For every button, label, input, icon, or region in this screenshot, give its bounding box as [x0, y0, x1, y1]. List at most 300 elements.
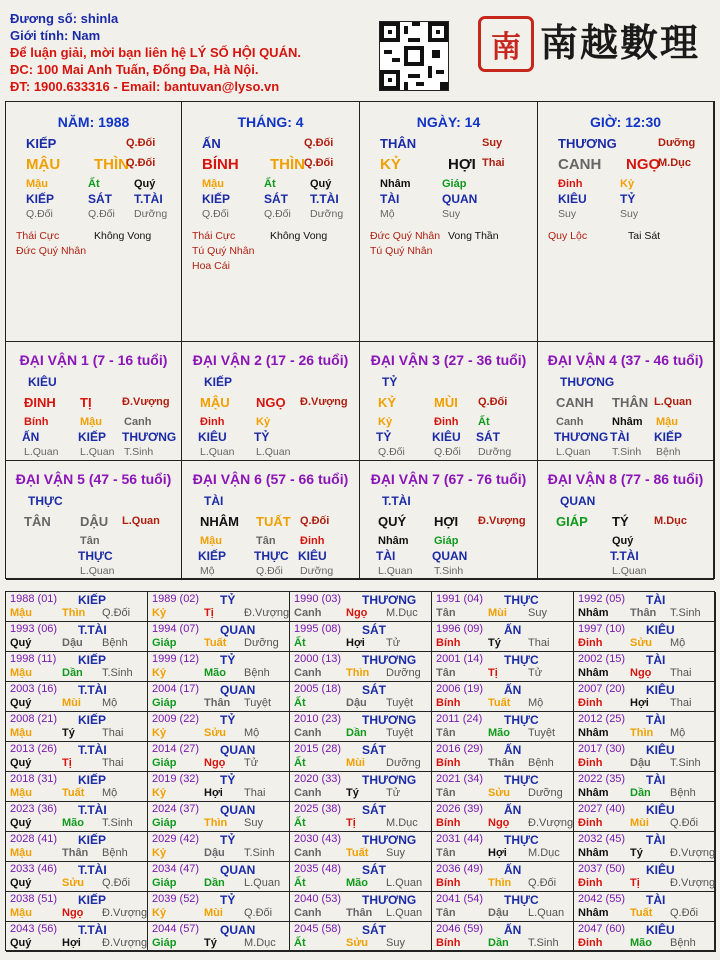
- year-phase: M.Dục: [386, 817, 418, 829]
- hidden-stem: Nhâm: [378, 535, 409, 547]
- year-label: 2033 (46): [10, 863, 58, 875]
- year-phase: T.Sinh: [102, 817, 133, 829]
- dai-van-cell[interactable]: [360, 342, 538, 461]
- hidden-phase: Q.Đối: [202, 208, 229, 220]
- hidden-stem: Đinh: [434, 416, 459, 428]
- hidden-star: SÁT: [264, 192, 288, 206]
- year-star: ẤN: [504, 743, 522, 757]
- year-star: QUAN: [220, 863, 256, 877]
- year-phase: Đ.Vượng: [528, 817, 574, 829]
- year-stem: Ất: [294, 637, 306, 649]
- year-phase: T.Sinh: [244, 847, 275, 859]
- hidden-star: QUAN: [442, 192, 478, 206]
- year-cell[interactable]: [574, 652, 716, 682]
- year-label: 2036 (49): [436, 863, 484, 875]
- year-cell[interactable]: [432, 832, 574, 862]
- hidden-phase: Dưỡng: [310, 208, 344, 220]
- year-phase: Đ.Vượng: [102, 937, 148, 949]
- year-cell[interactable]: [290, 892, 432, 922]
- branch-phase: Q.Đối: [304, 157, 334, 169]
- dai-van-title: ĐẠI VẬN 2 (17 - 26 tuổi): [192, 352, 349, 368]
- year-stem: Nhâm: [578, 907, 609, 919]
- year-star: KIÊU: [646, 683, 675, 697]
- year-cell[interactable]: [432, 592, 574, 622]
- year-branch: Hợi: [204, 787, 223, 799]
- pillar-star-phase: Q.Đối: [126, 137, 156, 149]
- dai-van-cell[interactable]: [182, 342, 360, 461]
- year-phase: Tử: [386, 787, 401, 799]
- year-phase: Bệnh: [102, 847, 128, 859]
- year-branch: Thân: [630, 607, 657, 619]
- year-cell[interactable]: [148, 712, 290, 742]
- year-stem: Tân: [436, 787, 456, 799]
- year-cell[interactable]: [290, 652, 432, 682]
- year-label: 2035 (48): [294, 863, 342, 875]
- branch-phase: M.Dục: [658, 157, 691, 169]
- dai-van-stem: GIÁP: [556, 514, 588, 529]
- year-branch: Mão: [488, 727, 510, 739]
- year-star: SÁT: [362, 803, 386, 817]
- year-phase: Thai: [102, 757, 124, 769]
- year-branch: Tuất: [488, 697, 511, 709]
- year-branch: Dần: [62, 667, 83, 679]
- hidden-phase: L.Quan: [612, 565, 647, 577]
- year-branch: Tị: [62, 757, 72, 769]
- gender: Giới tính: Nam: [10, 28, 101, 43]
- dai-van-star: KIẾP: [204, 375, 233, 389]
- year-stem: Quý: [10, 817, 32, 829]
- year-phase: Q.Đối: [528, 877, 557, 889]
- year-label: 2018 (31): [10, 773, 58, 785]
- year-phase: Bệnh: [670, 937, 696, 949]
- dai-van-cell[interactable]: [360, 461, 538, 580]
- year-label: 2014 (27): [152, 743, 200, 755]
- year-cell[interactable]: [574, 922, 716, 952]
- year-branch: Thìn: [630, 727, 654, 739]
- dai-van-title: ĐẠI VẬN 6 (57 - 66 tuổi): [192, 471, 349, 487]
- year-phase: Mộ: [670, 637, 686, 649]
- year-label: 2004 (17): [152, 683, 200, 695]
- year-cell[interactable]: [432, 712, 574, 742]
- year-cell[interactable]: [6, 652, 148, 682]
- year-star: QUAN: [220, 743, 256, 757]
- hidden-phase: Suy: [558, 208, 577, 220]
- year-branch: Sửu: [346, 937, 369, 949]
- dai-van-cell[interactable]: [6, 342, 182, 461]
- year-label: 2012 (25): [578, 713, 626, 725]
- year-label: 1991 (04): [436, 593, 484, 605]
- hidden-star: THỰC: [254, 549, 289, 563]
- pillar-cell: [360, 102, 538, 342]
- year-branch: Dậu: [346, 697, 367, 709]
- hidden-stem: Đinh: [558, 178, 583, 190]
- hidden-star: TỶ: [376, 430, 392, 444]
- year-phase: M.Dục: [386, 607, 418, 619]
- dai-van-cell[interactable]: [6, 461, 182, 580]
- year-label: 2032 (45): [578, 833, 626, 845]
- dai-van-branch: TỊ: [80, 395, 92, 410]
- hidden-star: T.TÀI: [610, 549, 639, 563]
- year-cell[interactable]: [148, 742, 290, 772]
- year-stem: Đinh: [578, 757, 603, 769]
- year-cell[interactable]: [432, 622, 574, 652]
- year-branch: Tý: [204, 937, 217, 949]
- year-cell[interactable]: [432, 682, 574, 712]
- hidden-star: T.TÀI: [310, 192, 339, 206]
- pillar-star: THÂN: [380, 136, 417, 151]
- year-label: 2031 (44): [436, 833, 484, 845]
- year-stem: Canh: [294, 787, 322, 799]
- year-stem: Giáp: [152, 637, 177, 649]
- year-stem: Mậu: [10, 727, 32, 739]
- hidden-star: TÀI: [610, 430, 630, 444]
- year-phase: Tuyệt: [386, 727, 414, 739]
- year-label: 2009 (22): [152, 713, 200, 725]
- phone-email[interactable]: ĐT: 1900.633316 - Email: bantuvan@lyso.vn: [10, 79, 280, 94]
- year-stem: Ất: [294, 877, 306, 889]
- year-cell[interactable]: [574, 712, 716, 742]
- year-cell[interactable]: [6, 772, 148, 802]
- hidden-stem: Mậu: [656, 416, 678, 428]
- year-phase: Suy: [386, 847, 405, 859]
- hidden-phase: Q.Đối: [434, 446, 461, 458]
- year-cell[interactable]: [432, 802, 574, 832]
- dai-van-star: THƯƠNG: [560, 375, 615, 389]
- year-branch: Mùi: [346, 757, 365, 769]
- year-branch: Ngọ: [346, 607, 368, 619]
- year-branch: Tý: [62, 727, 75, 739]
- year-label: 2041 (54): [436, 893, 484, 905]
- year-star: TỶ: [220, 773, 236, 787]
- hidden-phase: T.Sinh: [124, 446, 154, 458]
- hidden-phase: Dưỡng: [134, 208, 168, 220]
- year-phase: Thai: [244, 787, 266, 799]
- year-cell[interactable]: [290, 832, 432, 862]
- header-info: [10, 10, 301, 95]
- year-stem: Canh: [294, 667, 322, 679]
- dai-van-cell[interactable]: [538, 342, 714, 461]
- year-cell[interactable]: [432, 862, 574, 892]
- year-cell[interactable]: [290, 922, 432, 952]
- year-label: 2016 (29): [436, 743, 484, 755]
- year-stem: Giáp: [152, 697, 177, 709]
- year-cell[interactable]: [6, 712, 148, 742]
- year-label: 1993 (06): [10, 623, 58, 635]
- year-cell[interactable]: [432, 892, 574, 922]
- year-branch: Mão: [204, 667, 226, 679]
- year-phase: Đ.Vượng: [102, 907, 148, 919]
- year-label: 2020 (33): [294, 773, 342, 785]
- year-cell[interactable]: [574, 802, 716, 832]
- hidden-stem: Mậu: [26, 178, 48, 190]
- year-cell[interactable]: [148, 862, 290, 892]
- year-phase: Suy: [528, 607, 547, 619]
- year-label: 2039 (52): [152, 893, 200, 905]
- year-phase: Mộ: [102, 787, 118, 799]
- year-cell[interactable]: [6, 832, 148, 862]
- year-cell[interactable]: [574, 682, 716, 712]
- year-label: 2017 (30): [578, 743, 626, 755]
- year-cell[interactable]: [148, 892, 290, 922]
- year-label: 2034 (47): [152, 863, 200, 875]
- dai-van-cell[interactable]: [182, 461, 360, 580]
- year-label: 2022 (35): [578, 773, 626, 785]
- year-cell[interactable]: [574, 892, 716, 922]
- year-branch: Thìn: [346, 667, 370, 679]
- year-label: 2021 (34): [436, 773, 484, 785]
- year-star: KIÊU: [646, 623, 675, 637]
- year-cell[interactable]: [6, 862, 148, 892]
- year-branch: Thìn: [204, 817, 228, 829]
- year-cell[interactable]: [290, 772, 432, 802]
- year-stem: Bính: [436, 697, 461, 709]
- year-cell[interactable]: [148, 772, 290, 802]
- hidden-stem: Canh: [124, 416, 152, 428]
- hidden-star: TỶ: [254, 430, 270, 444]
- dai-van-star: KIÊU: [28, 375, 57, 389]
- year-stem: Bính: [436, 937, 461, 949]
- year-stem: Mậu: [10, 667, 32, 679]
- year-branch: Tị: [346, 817, 356, 829]
- year-label: 2030 (43): [294, 833, 342, 845]
- year-label: 2008 (21): [10, 713, 58, 725]
- year-star: KIẾP: [78, 713, 107, 727]
- year-cell[interactable]: [6, 802, 148, 832]
- year-branch: Tý: [346, 787, 359, 799]
- year-branch: Thân: [346, 907, 373, 919]
- special-star: Thái Cực: [16, 230, 60, 242]
- year-label: 2045 (58): [294, 923, 342, 935]
- year-star: TỶ: [220, 593, 236, 607]
- year-stem: Ất: [294, 697, 306, 709]
- pillar-star-phase: Dưỡng: [658, 137, 696, 149]
- year-star: TÀI: [646, 593, 666, 607]
- hidden-stem: Ất: [478, 416, 490, 428]
- year-label: 2037 (50): [578, 863, 626, 875]
- year-cell[interactable]: [432, 772, 574, 802]
- year-cell[interactable]: [148, 832, 290, 862]
- year-stem: Mậu: [10, 787, 32, 799]
- hidden-phase: L.Quan: [24, 446, 59, 458]
- year-star: SÁT: [362, 863, 386, 877]
- hidden-star: KIÊU: [432, 430, 461, 444]
- year-star: TÀI: [646, 713, 666, 727]
- year-stem: Ất: [294, 757, 306, 769]
- year-cell[interactable]: [290, 622, 432, 652]
- year-cell[interactable]: [432, 652, 574, 682]
- year-star: KIÊU: [646, 743, 675, 757]
- year-star: QUAN: [220, 683, 256, 697]
- year-stem: Tân: [436, 907, 456, 919]
- qr-code[interactable]: [379, 21, 449, 91]
- year-cell[interactable]: [148, 922, 290, 952]
- year-cell[interactable]: [148, 592, 290, 622]
- year-phase: Suy: [386, 937, 405, 949]
- hidden-stem: Quý: [134, 178, 156, 190]
- red-seal-logo: 南: [478, 16, 534, 72]
- hidden-stem: Ất: [264, 178, 276, 190]
- year-phase: Tử: [528, 667, 543, 679]
- year-cell[interactable]: [6, 592, 148, 622]
- year-cell[interactable]: [290, 682, 432, 712]
- year-star: THỰC: [504, 833, 539, 847]
- dai-van-title: ĐẠI VẬN 8 (77 - 86 tuổi): [547, 471, 704, 487]
- pillar-cell: [6, 102, 182, 342]
- year-stem: Tân: [436, 727, 456, 739]
- year-branch: Hợi: [346, 637, 365, 649]
- year-label: 1997 (10): [578, 623, 626, 635]
- special-star: Đức Quý Nhân: [16, 245, 87, 257]
- earthly-branch: HỢI: [448, 156, 476, 173]
- year-phase: Q.Đối: [670, 907, 699, 919]
- dai-van-cell[interactable]: [538, 461, 714, 580]
- hidden-star: SÁT: [476, 430, 500, 444]
- hidden-star: KIẾP: [654, 430, 683, 444]
- year-cell[interactable]: [574, 772, 716, 802]
- special-star: Không Vong: [94, 230, 152, 242]
- year-star: QUAN: [220, 803, 256, 817]
- year-branch: Ngọ: [62, 907, 84, 919]
- dai-van-phase: Đ.Vượng: [478, 515, 526, 527]
- year-stem: Kỷ: [152, 607, 167, 619]
- year-branch: Thân: [488, 757, 515, 769]
- hidden-phase: Dưỡng: [478, 446, 512, 458]
- year-stem: Giáp: [152, 817, 177, 829]
- year-label: 2046 (59): [436, 923, 484, 935]
- year-branch: Thân: [204, 697, 231, 709]
- hidden-phase: L.Quan: [378, 565, 413, 577]
- dai-van-stem: MẬU: [200, 395, 230, 410]
- year-cell[interactable]: [6, 682, 148, 712]
- year-branch: Tý: [488, 637, 501, 649]
- year-stem: Quý: [10, 937, 32, 949]
- year-cell[interactable]: [148, 652, 290, 682]
- earthly-branch: NGỌ: [626, 156, 661, 173]
- hidden-phase: Q.Đối: [378, 446, 405, 458]
- dai-van-stem: QUÝ: [378, 514, 407, 529]
- year-cell[interactable]: [290, 802, 432, 832]
- year-stem: Quý: [10, 877, 32, 889]
- year-star: KIÊU: [646, 803, 675, 817]
- year-stem: Mậu: [10, 907, 32, 919]
- year-branch: Hợi: [630, 697, 649, 709]
- hidden-phase: Dưỡng: [300, 565, 334, 577]
- year-star: TỶ: [220, 653, 236, 667]
- year-star: TÀI: [646, 653, 666, 667]
- year-branch: Sửu: [488, 787, 511, 799]
- year-stem: Nhâm: [578, 727, 609, 739]
- dai-van-stem: ĐINH: [24, 395, 56, 410]
- year-branch: Dậu: [630, 757, 651, 769]
- address: ĐC: 100 Mai Anh Tuấn, Đống Đa, Hà Nội.: [10, 62, 259, 77]
- year-stem: Đinh: [578, 937, 603, 949]
- year-cell[interactable]: [574, 592, 716, 622]
- year-cell[interactable]: [574, 742, 716, 772]
- hidden-star: TÀI: [380, 192, 400, 206]
- year-label: 2011 (24): [436, 713, 483, 725]
- year-label: 1998 (11): [10, 653, 57, 665]
- year-cell[interactable]: [6, 922, 148, 952]
- dai-van-stem: KỶ: [378, 395, 397, 410]
- pillar-title: GIỜ: 12:30: [589, 114, 662, 130]
- year-cell[interactable]: [148, 622, 290, 652]
- year-cell[interactable]: [290, 742, 432, 772]
- year-cell[interactable]: [290, 862, 432, 892]
- dai-van-stem: NHÂM: [200, 514, 239, 529]
- earthly-branch: THÌN: [270, 156, 305, 173]
- annual-table: [5, 591, 715, 951]
- hidden-star: KIÊU: [558, 192, 587, 206]
- hidden-star: KIẾP: [198, 549, 227, 563]
- hidden-stem: Quý: [612, 535, 634, 547]
- year-star: KIẾP: [78, 653, 107, 667]
- hidden-phase: Bệnh: [656, 446, 681, 458]
- year-star: THƯƠNG: [362, 593, 417, 607]
- year-phase: Q.Đối: [670, 817, 699, 829]
- year-cell[interactable]: [290, 712, 432, 742]
- year-star: TỶ: [220, 893, 236, 907]
- year-stem: Tân: [436, 607, 456, 619]
- year-cell[interactable]: [148, 682, 290, 712]
- year-cell[interactable]: [290, 592, 432, 622]
- year-stem: Quý: [10, 697, 32, 709]
- hidden-star: THƯƠNG: [554, 430, 609, 444]
- year-branch: Ngọ: [204, 757, 226, 769]
- dai-van-star: T.TÀI: [382, 494, 411, 508]
- hidden-phase: L.Quan: [80, 446, 115, 458]
- year-star: TÀI: [646, 893, 666, 907]
- earthly-branch: THÌN: [94, 156, 129, 173]
- year-cell[interactable]: [574, 832, 716, 862]
- year-label: 1994 (07): [152, 623, 200, 635]
- dai-van-phase: M.Dục: [654, 515, 687, 527]
- year-stem: Ất: [294, 937, 306, 949]
- year-label: 2023 (36): [10, 803, 58, 815]
- special-star: Tai Sát: [628, 230, 661, 242]
- year-cell[interactable]: [148, 802, 290, 832]
- year-cell[interactable]: [432, 742, 574, 772]
- year-branch: Thìn: [488, 877, 512, 889]
- year-cell[interactable]: [574, 622, 716, 652]
- pillar-title: THÁNG: 4: [237, 114, 304, 130]
- hidden-stem: Canh: [556, 416, 584, 428]
- year-branch: Dậu: [204, 847, 225, 859]
- year-branch: Dần: [204, 877, 225, 889]
- branch-phase: Q.Đối: [126, 157, 156, 169]
- year-label: 2015 (28): [294, 743, 342, 755]
- hidden-phase: Q.Đối: [88, 208, 115, 220]
- year-cell[interactable]: [6, 742, 148, 772]
- year-star: KIÊU: [646, 923, 675, 937]
- year-star: KIẾP: [78, 593, 107, 607]
- year-branch: Dậu: [488, 907, 509, 919]
- dai-van-title: ĐẠI VẬN 5 (47 - 56 tuổi): [15, 471, 172, 487]
- year-stem: Kỷ: [152, 907, 167, 919]
- year-stem: Giáp: [152, 877, 177, 889]
- year-cell[interactable]: [432, 922, 574, 952]
- year-stem: Kỷ: [152, 667, 167, 679]
- pillar-title: NGÀY: 14: [416, 114, 481, 130]
- pillar-title: NĂM: 1988: [57, 114, 130, 130]
- hidden-phase: L.Quan: [256, 446, 291, 458]
- year-phase: Tử: [244, 757, 259, 769]
- year-star: T.TÀI: [78, 683, 107, 697]
- year-cell[interactable]: [6, 622, 148, 652]
- year-branch: Ngọ: [488, 817, 510, 829]
- year-cell[interactable]: [574, 862, 716, 892]
- year-cell[interactable]: [6, 892, 148, 922]
- heavenly-stem: KỶ: [380, 156, 401, 173]
